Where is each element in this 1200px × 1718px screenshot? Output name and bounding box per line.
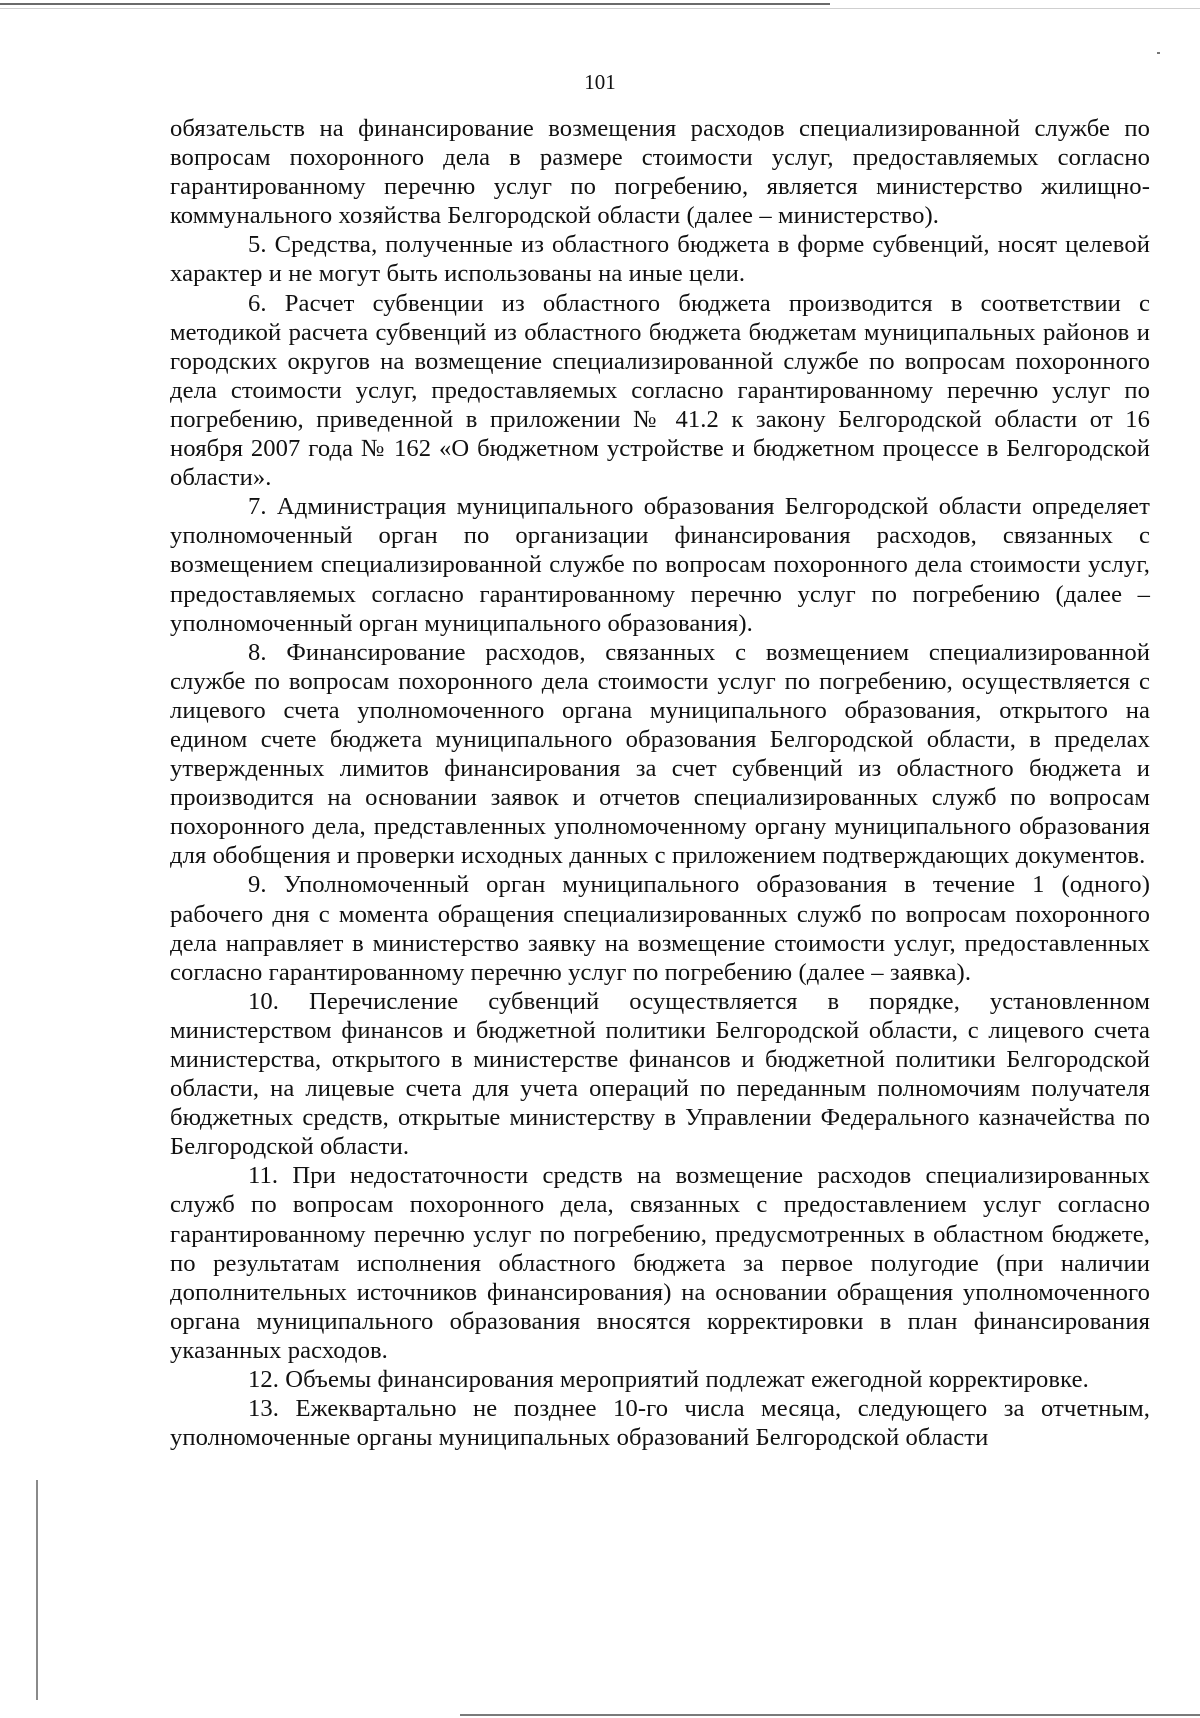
scan-border-line	[36, 1480, 38, 1700]
scan-border-line	[0, 3, 830, 5]
paragraph-7: 7. Администрация муниципального образования Белгородской области определяет уполномоченный орган по организации финансирования расходов, связанных с возмещением специализированной службе по вопросам похоронного дела стоимости услуг, предоставляемых согласно гарантированному перечню услуг по погребению (далее – уполномоченный орган муниципального образования).	[170, 493, 1150, 637]
paragraph-13: 13. Ежеквартально не позднее 10-го числа месяца, следующего за отчетным, уполномоченные органы муниципальных образований Белгородской области	[170, 1395, 1150, 1452]
paragraph-12: 12. Объемы финансирования мероприятий подлежат ежегодной корректировке.	[248, 1366, 1089, 1394]
paragraph-continuation: обязательств на финансирование возмещения расходов специализированной службе по вопросам похоронного дела в размере стоимости услуг, предоставляемых согласно гарантированному перечню услуг по погребению, является министерство жилищно-коммунального хозяйства Белгородской области (далее – министерство).	[170, 115, 1150, 230]
scan-border-line	[0, 8, 1200, 9]
paragraph-5: 5. Средства, полученные из областного бюджета в форме субвенций, носят целевой характер и не могут быть использованы на иные цели.	[170, 231, 1150, 288]
paragraph-9: 9. Уполномоченный орган муниципального образования в течение 1 (одного) рабочего дня с момента обращения специализированных служб по вопросам похоронного дела направляет в министерство заявку на возмещение стоимости услуг, предоставленных согласно гарантированному перечню услуг по погребению (далее – заявка).	[170, 871, 1150, 986]
document-body	[170, 114, 1150, 1452]
paragraph-6: 6. Расчет субвенции из областного бюджета производится в соответствии с методикой расчета субвенций из областного бюджета бюджетам муниципальных районов и городских округов на возмещение специализированной службе по вопросам похоронного дела стоимости услуг, предоставляемых согласно гарантированному перечню услуг по погребению, приведенной в приложении № 41.2 к закону Белгородской области от 16 ноября 2007 года № 162 «О бюджетном устройстве и бюджетном процессе в Белгородской области».	[170, 289, 1150, 492]
scan-speck	[1157, 52, 1160, 54]
paragraph-10: 10. Перечисление субвенций осуществляется в порядке, установленном министерством финансов и бюджетной политики Белгородской области, с лицевого счета министерства, открытого в министерстве финансов и бюджетной политики Белгородской области, на лицевые счета для учета операций по переданным полномочиям получателя бюджетных средств, открытые министерству в Управлении Федерального казначейства по Белгородской области.	[170, 987, 1150, 1161]
paragraph-8: 8. Финансирование расходов, связанных с возмещением специализированной службе по вопросам похоронного дела стоимости услуг по погребению, осуществляется с лицевого счета уполномоченного органа муниципального образования, открытого на едином счете бюджета муниципального образования Белгородской области, в пределах утвержденных лимитов финансирования за счет субвенций из областного бюджета и производится на основании заявок и отчетов специализированных служб по вопросам похоронного дела, представленных уполномоченному органу муниципального образования для обобщения и проверки исходных данных с приложением подтверждающих документов.	[170, 638, 1150, 870]
page-number: 101	[584, 70, 616, 94]
scan-border-line	[460, 1714, 1200, 1716]
paragraph-11: 11. При недостаточности средств на возмещение расходов специализированных служб по вопросам похоронного дела, связанных с предоставлением услуг согласно гарантированному перечню услуг по погребению, предусмотренных в областном бюджете, по результатам исполнения областного бюджета за первое полугодие (при наличии дополнительных источников финансирования) на основании обращения уполномоченного органа муниципального образования вносятся корректировки в план финансирования указанных расходов.	[170, 1162, 1150, 1364]
